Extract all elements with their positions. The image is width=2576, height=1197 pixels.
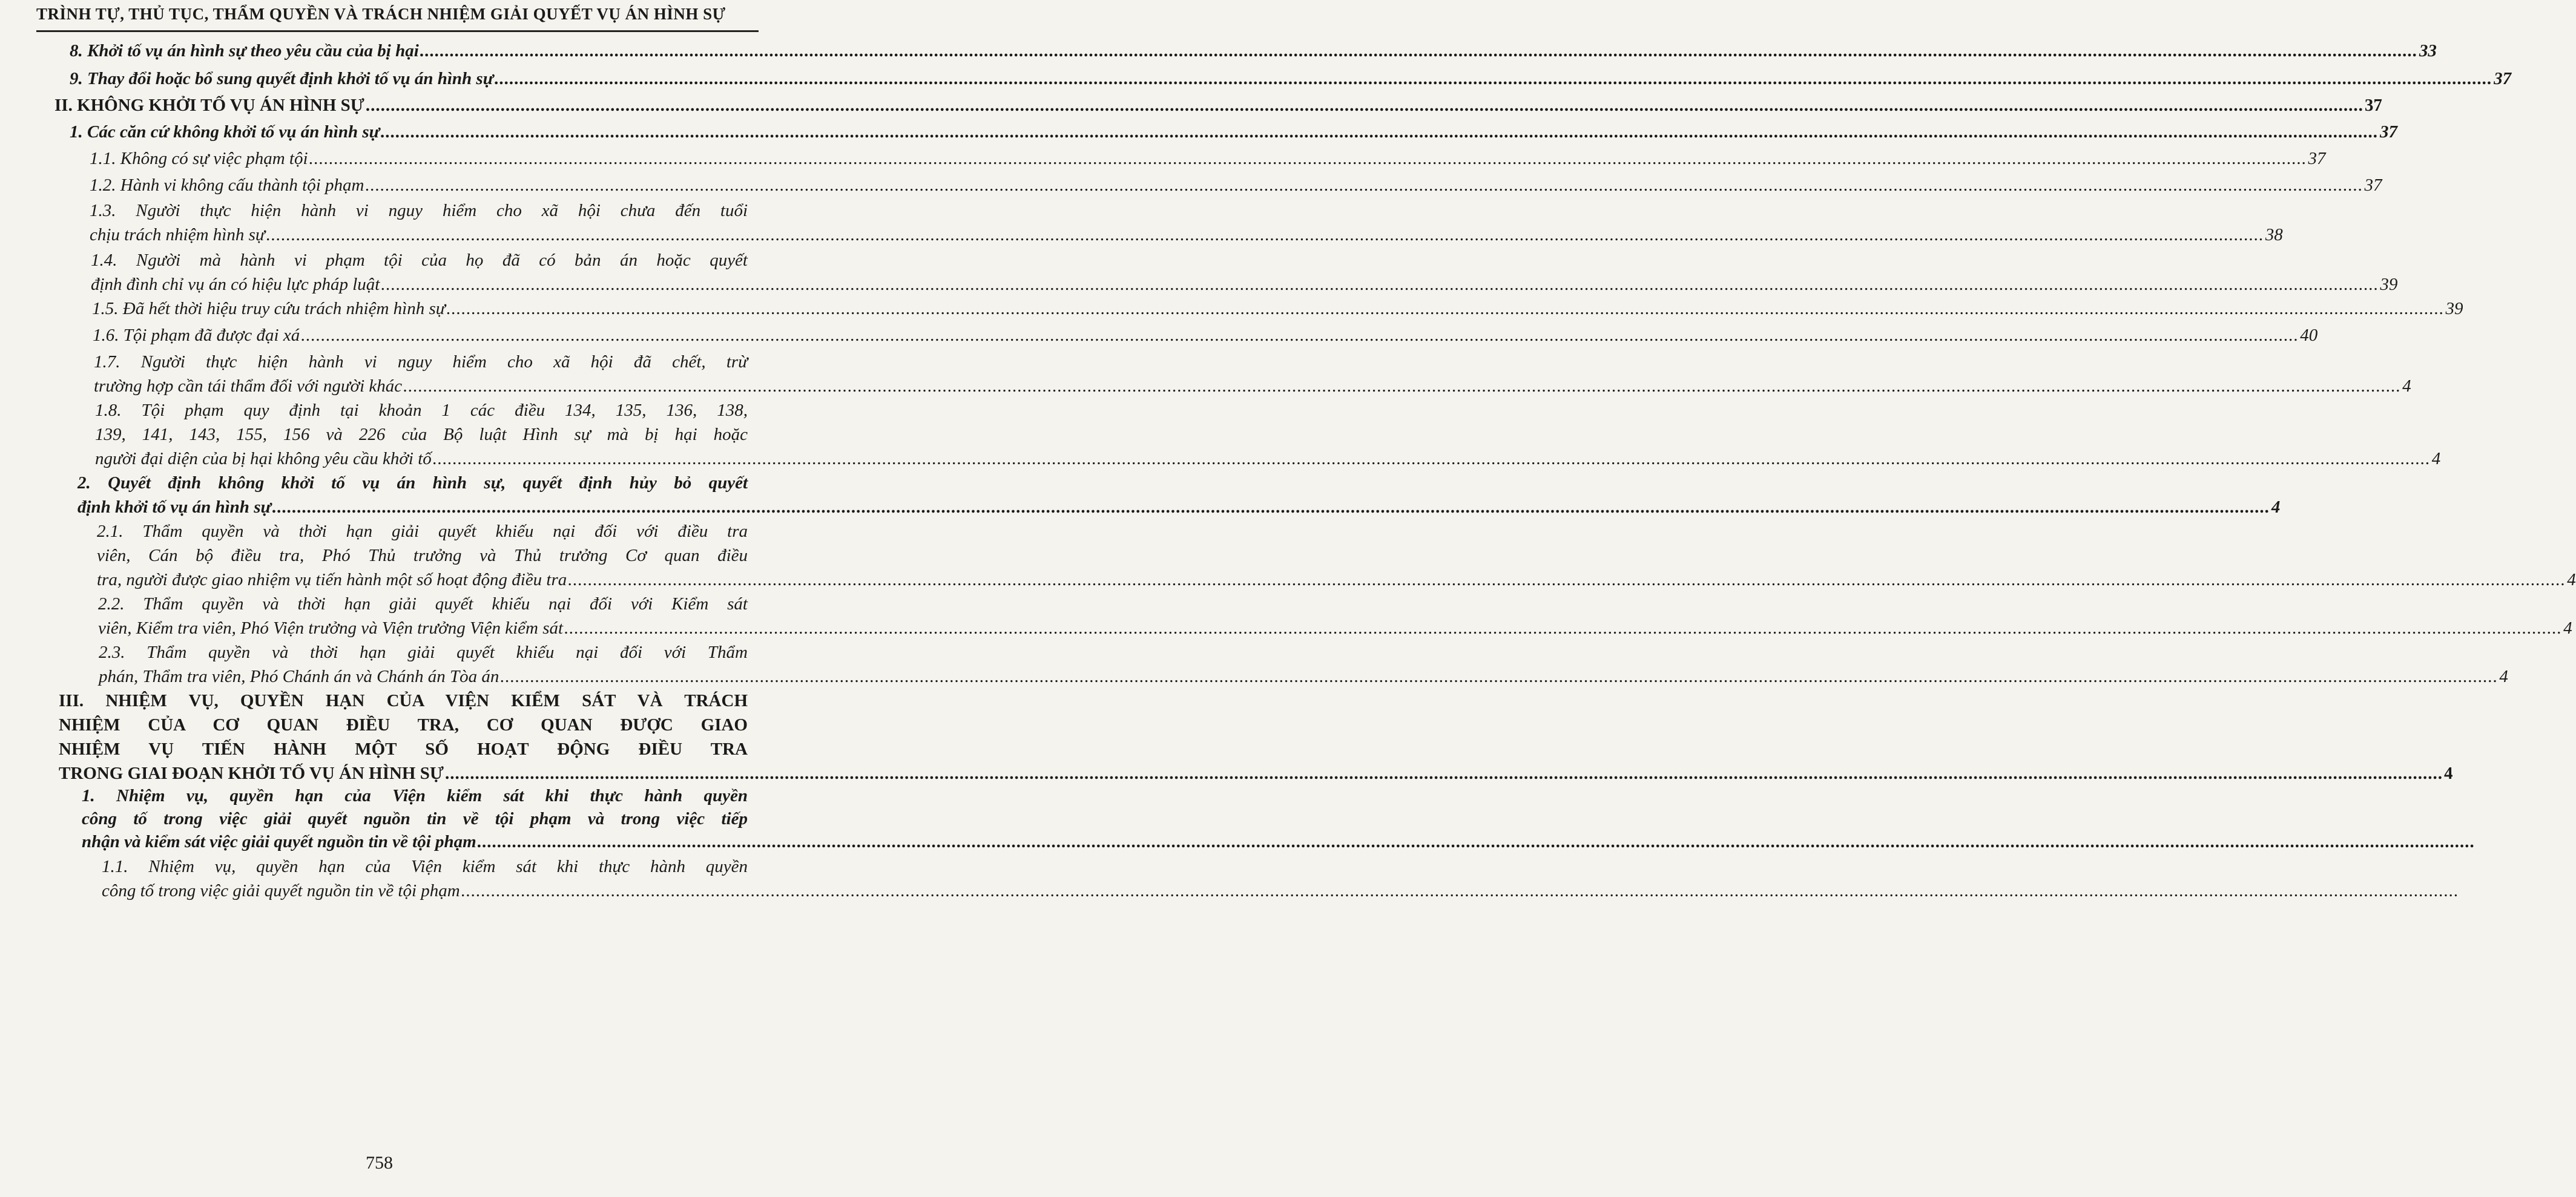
toc-entry[interactable] bbox=[102, 854, 2459, 903]
dot-leader: ................................................................................................................................................................................................................................................................................................................................................................................................................ bbox=[309, 149, 2307, 168]
toc-page-number: 37 bbox=[2380, 122, 2398, 142]
toc-page-number: 4 bbox=[2563, 618, 2572, 638]
toc-entry[interactable] bbox=[82, 784, 2476, 853]
toc-entry[interactable] bbox=[90, 145, 2326, 172]
running-header: TRÌNH TỰ, THỦ TỤC, THẨM QUYỀN VÀ TRÁCH NHIỆM GIẢI QUYẾT VỤ ÁN HÌNH SỰ bbox=[36, 5, 726, 23]
toc-page-number: 4 bbox=[2499, 667, 2508, 686]
toc-page-number: 4 bbox=[2567, 570, 2576, 589]
toc-page-number: 37 bbox=[2364, 96, 2382, 115]
dot-leader: ................................................................................................................................................................................................................................................................................................................................................................................................................ bbox=[500, 667, 2499, 686]
toc-page-number: 4 bbox=[2443, 764, 2453, 783]
dot-leader: ................................................................................................................................................................................................................................................................................................................................................................................................................ bbox=[420, 41, 2418, 61]
toc-entry-title: TRONG GIAI ĐOẠN KHỞI TỐ VỤ ÁN HÌNH SỰ bbox=[59, 764, 444, 783]
toc-page-number: 39 bbox=[2380, 275, 2398, 294]
toc-entry[interactable] bbox=[59, 689, 2453, 785]
toc-page-number: 33 bbox=[2419, 41, 2437, 61]
toc-entry-title: viên, Kiểm tra viên, Phó Viện trưởng và Viện trưởng Viện kiểm sát bbox=[98, 618, 564, 638]
toc-page-number: 4 bbox=[2431, 449, 2441, 468]
toc-entry[interactable] bbox=[90, 172, 2382, 198]
toc-page-number: 37 bbox=[2494, 69, 2512, 88]
dot-leader: ................................................................................................................................................................................................................................................................................................................................................................................................................ bbox=[495, 69, 2493, 88]
dot-leader: ................................................................................................................................................................................................................................................................................................................................................................................................................ bbox=[564, 618, 2563, 638]
toc-entry-title: 1. Các căn cứ không khởi tố vụ án hình sự bbox=[70, 122, 380, 142]
toc-entry-title: 1.6. Tội phạm đã được đại xá bbox=[93, 326, 300, 345]
toc-entry[interactable] bbox=[70, 65, 2512, 92]
toc-entry[interactable] bbox=[70, 119, 2398, 145]
toc-entry[interactable] bbox=[91, 248, 2398, 297]
dot-leader: ................................................................................................................................................................................................................................................................................................................................................................................................................ bbox=[403, 376, 2402, 396]
toc-entry[interactable] bbox=[95, 398, 2441, 471]
toc-entry-title: III. NHIỆM VỤ, QUYỀN HẠN CỦA VIỆN KIỂM SÁT VÀ TRÁCH bbox=[59, 691, 748, 710]
toc-entry[interactable] bbox=[97, 519, 2576, 592]
toc-entry-title: 2.2. Thẩm quyền và thời hạn giải quyết khiếu nại đối với Kiểm sát bbox=[98, 594, 748, 614]
toc-entry-title: định khởi tố vụ án hình sự bbox=[77, 497, 271, 517]
toc-entry[interactable] bbox=[77, 471, 2281, 519]
toc-entry-title: công tố trong việc giải quyết nguồn tin về tội phạm và trong việc tiếp bbox=[82, 809, 748, 828]
dot-leader: ................................................................................................................................................................................................................................................................................................................................................................................................................ bbox=[446, 299, 2445, 318]
dot-leader: ................................................................................................................................................................................................................................................................................................................................................................................................................ bbox=[444, 764, 2443, 783]
toc-entry-title: phán, Thẩm tra viên, Phó Chánh án và Chánh án Tòa án bbox=[99, 667, 499, 686]
toc-entry-title: 1.7. Người thực hiện hành vi nguy hiểm cho xã hội đã chết, trừ bbox=[94, 352, 748, 372]
toc-entry-title: viên, Cán bộ điều tra, Phó Thủ trưởng và Thủ trưởng Cơ quan điều bbox=[97, 546, 748, 565]
toc-entry[interactable] bbox=[54, 92, 2382, 119]
dot-leader: ................................................................................................................................................................................................................................................................................................................................................................................................................ bbox=[365, 175, 2364, 195]
dot-leader: ................................................................................................................................................................................................................................................................................................................................................................................................................ bbox=[568, 570, 2566, 589]
toc-page-number: 38 bbox=[2265, 225, 2283, 244]
toc-entry-title: định đình chỉ vụ án có hiệu lực pháp luật bbox=[91, 275, 380, 294]
toc-page-number: 37 bbox=[2364, 175, 2382, 195]
toc-entry[interactable] bbox=[93, 322, 2318, 349]
toc-entry-title: 1.4. Người mà hành vi phạm tội của họ đã có bản án hoặc quyết bbox=[91, 251, 748, 270]
toc-page-number: 4 bbox=[2402, 376, 2411, 396]
toc-entry-title: người đại diện của bị hại không yêu cầu khởi tố bbox=[95, 449, 432, 468]
toc-entry-title: 1.1. Không có sự việc phạm tội bbox=[90, 149, 308, 168]
dot-leader: ................................................................................................................................................................................................................................................................................................................................................................................................................ bbox=[381, 122, 2379, 142]
toc-entry-title: 1.2. Hành vi không cấu thành tội phạm bbox=[90, 175, 364, 195]
dot-leader: ................................................................................................................................................................................................................................................................................................................................................................................................................ bbox=[432, 449, 2431, 468]
dot-leader: ................................................................................................................................................................................................................................................................................................................................................................................................................ bbox=[365, 96, 2364, 115]
toc-entry[interactable] bbox=[98, 592, 2572, 640]
toc-entry-title: 2. Quyết định không khởi tố vụ án hình sự, quyết định hủy bỏ quyết bbox=[77, 473, 748, 493]
toc-entry[interactable] bbox=[90, 198, 2283, 247]
toc-entry[interactable] bbox=[92, 295, 2463, 322]
toc-page-number: 4 bbox=[2271, 497, 2281, 517]
toc-entry-title: 9. Thay đổi hoặc bổ sung quyết định khởi tố vụ án hình sự bbox=[70, 69, 494, 88]
toc-entry-title: chịu trách nhiệm hình sự bbox=[90, 225, 265, 244]
toc-entry-title: 1. Nhiệm vụ, quyền hạn của Viện kiểm sát khi thực hành quyền bbox=[82, 786, 748, 805]
toc-entry-title: 1.1. Nhiệm vụ, quyền hạn của Viện kiểm sát khi thực hành quyền bbox=[102, 857, 748, 876]
toc-entry-title: NHIỆM CỦA CƠ QUAN ĐIỀU TRA, CƠ QUAN ĐƯỢC GIAO bbox=[59, 715, 748, 735]
toc-entry-title: NHIỆM VỤ TIẾN HÀNH MỘT SỐ HOẠT ĐỘNG ĐIỀU TRA bbox=[59, 740, 748, 759]
toc-page-number: 40 bbox=[2300, 326, 2318, 345]
toc-entry-title: tra, người được giao nhiệm vụ tiến hành một số hoạt động điều tra bbox=[97, 570, 567, 589]
toc-entry-title: 2.3. Thẩm quyền và thời hạn giải quyết khiếu nại đối với Thẩm bbox=[99, 643, 748, 662]
toc-entry-title: trường hợp cần tái thẩm đối với người khác bbox=[94, 376, 403, 396]
toc-entry[interactable] bbox=[70, 38, 2437, 64]
header-divider bbox=[36, 30, 759, 32]
toc-entry[interactable] bbox=[94, 350, 2411, 398]
toc-entry-title: 2.1. Thẩm quyền và thời hạn giải quyết khiếu nại đối với điều tra bbox=[97, 522, 748, 541]
toc-entry[interactable] bbox=[99, 640, 2508, 689]
page-number: 758 bbox=[366, 1153, 393, 1173]
toc-entry-title: 8. Khởi tố vụ án hình sự theo yêu cầu của bị hại bbox=[70, 41, 419, 61]
toc-page-number: 37 bbox=[2308, 149, 2326, 168]
toc-entry-title: 1.3. Người thực hiện hành vi nguy hiểm cho xã hội chưa đến tuổi bbox=[90, 201, 748, 220]
dot-leader: ................................................................................................................................................................................................................................................................................................................................................................................................................ bbox=[266, 225, 2264, 244]
dot-leader: ................................................................................................................................................................................................................................................................................................................................................................................................................ bbox=[381, 275, 2379, 294]
dot-leader: ................................................................................................................................................................................................................................................................................................................................................................................................................ bbox=[461, 881, 2459, 900]
toc-page-number: 39 bbox=[2445, 299, 2463, 318]
toc-entry-title: 139, 141, 143, 155, 156 và 226 của Bộ luật Hình sự mà bị hại hoặc bbox=[95, 425, 748, 444]
toc-entry-title: công tố trong việc giải quyết nguồn tin về tội phạm bbox=[102, 881, 460, 900]
toc-entry-title: nhận và kiểm sát việc giải quyết nguồn tin về tội phạm bbox=[82, 832, 476, 851]
toc-entry-title: II. KHÔNG KHỞI TỐ VỤ ÁN HÌNH SỰ bbox=[54, 96, 364, 115]
toc-entry-title: 1.5. Đã hết thời hiệu truy cứu trách nhiệm hình sự bbox=[92, 299, 446, 318]
dot-leader: ................................................................................................................................................................................................................................................................................................................................................................................................................ bbox=[477, 832, 2476, 851]
toc-entry-title: 1.8. Tội phạm quy định tại khoản 1 các điều 134, 135, 136, 138, bbox=[95, 401, 748, 420]
dot-leader: ................................................................................................................................................................................................................................................................................................................................................................................................................ bbox=[301, 326, 2299, 345]
dot-leader: ................................................................................................................................................................................................................................................................................................................................................................................................................ bbox=[272, 497, 2270, 517]
